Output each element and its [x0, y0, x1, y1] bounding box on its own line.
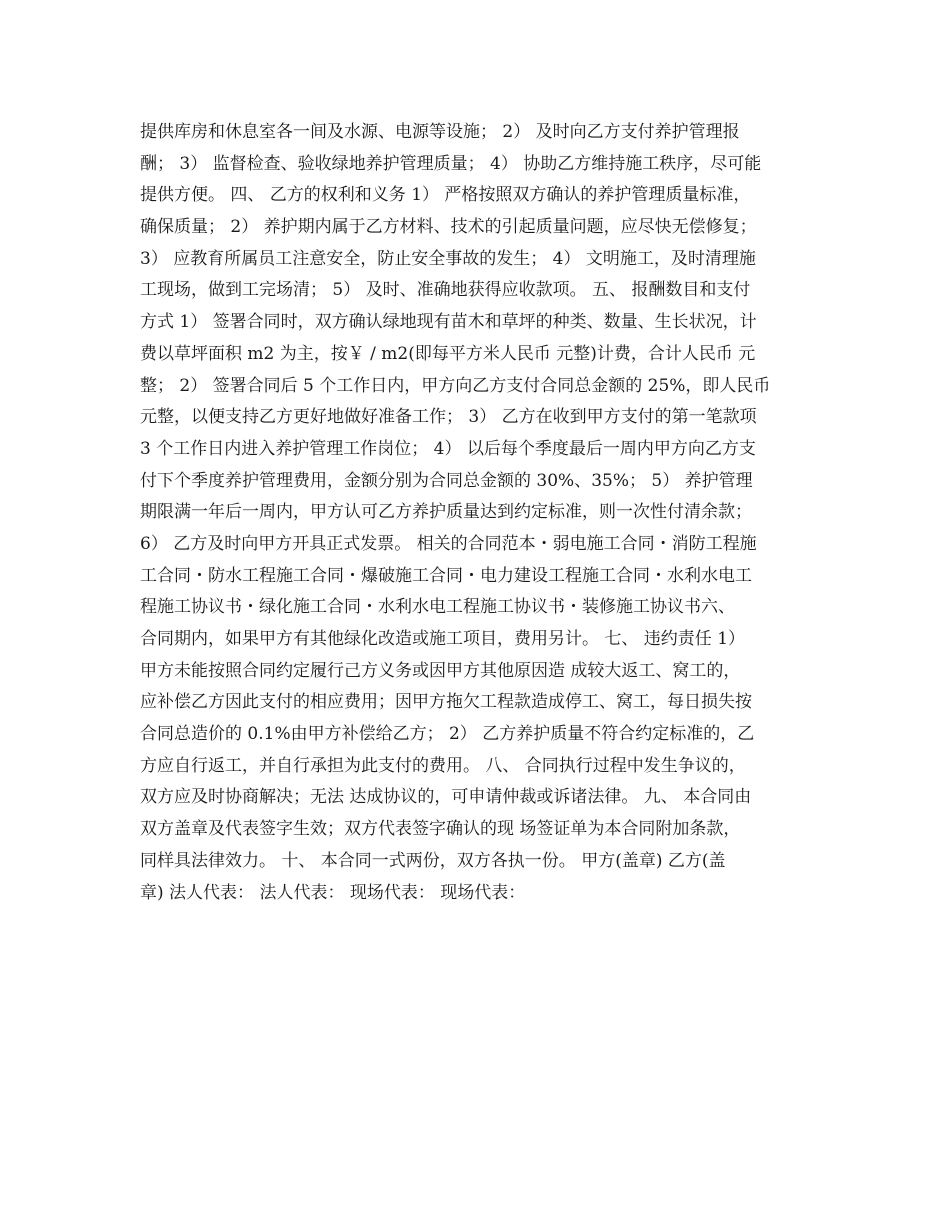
- text-line: 期限满一年后一周内，甲方认可乙方养护质量达到约定标准，则一次性付清余款；: [140, 502, 752, 523]
- text-line: 程施工协议书・绿化施工合同・水利水电工程施工协议书・装修施工协议书六、: [140, 597, 735, 618]
- text-line: 章) 法人代表： 法人代表： 现场代表： 现场代表：: [140, 882, 526, 903]
- text-line: 工合同・防水工程施工合同・爆破施工合同・电力建设工程施工合同・水利水电工: [140, 565, 752, 586]
- text-line: 甲方未能按照合同约定履行己方义务或因甲方其他原因造 成较大返工、窝工的，: [140, 660, 741, 681]
- text-line: 双方应及时协商解决；无法 达成协议的，可申请仲裁或诉诸法律。 九、 本合同由: [140, 787, 752, 808]
- text-line: 工现场，做到工完场清； 5） 及时、准确地获得应收款项。 五、 报酬数目和支付: [140, 280, 751, 301]
- text-line: 同样具法律效力。 十、 本合同一式两份，双方各执一份。 甲方(盖章) 乙方(盖: [140, 850, 726, 871]
- text-line: 确保质量； 2） 养护期内属于乙方材料、技术的引起质量问题，应尽快无偿修复；: [140, 217, 757, 238]
- text-line: 方式 1） 签署合同时，双方确认绿地现有苗木和草坪的种类、数量、生长状况，计: [140, 312, 757, 333]
- text-line: 3） 应教育所属员工注意安全，防止安全事故的发生； 4） 文明施工，及时清理施: [140, 248, 756, 269]
- text-line: 合同总造价的 0.1%由甲方补偿给乙方； 2） 乙方养护质量不符合约定标准的，乙: [140, 724, 755, 745]
- text-line: 整； 2） 签署合同后 5 个工作日内，甲方向乙方支付合同总金额的 25%，即人民币: [140, 375, 771, 396]
- text-line: 3 个工作日内进入养护管理工作岗位； 4） 以后每个季度最后一周内甲方向乙方支: [140, 438, 756, 459]
- text-line: 付下个季度养护管理费用，金额分别为合同总金额的 30%、35%； 5） 养护管理: [140, 470, 753, 491]
- text-line: 提供库房和休息室各一间及水源、电源等设施； 2） 及时向乙方支付养护管理报: [140, 122, 740, 142]
- text-line: 元整，以便支持乙方更好地做好准备工作； 3） 乙方在收到甲方支付的第一笔款项: [140, 407, 757, 428]
- text-line: 合同期内，如果甲方有其他绿化改造或施工项目，费用另计。 七、 违约责任 1）: [140, 629, 746, 649]
- text-line: 方应自行返工，并自行承担为此支付的费用。 八、 合同执行过程中发生争议的，: [140, 755, 746, 776]
- contract-body-text: [140, 117, 820, 909]
- text-line: 酬； 3） 监督检查、验收绿地养护管理质量； 4） 协助乙方维持施工秩序，尽可能: [140, 153, 762, 174]
- text-line: 应补偿乙方因此支付的相应费用；因甲方拖欠工程款造成停工、窝工，每日损失按: [140, 692, 752, 713]
- text-line: 6） 乙方及时向甲方开具正式发票。 相关的合同范本・弱电施工合同・消防工程施: [140, 533, 757, 554]
- text-line: 双方盖章及代表签字生效；双方代表签字确认的现 场签证单为本合同附加条款，: [140, 819, 741, 840]
- text-line: 费以草坪面积 m2 为主，按￥ / m2(即每平方米人民币 元整)计费，合计人民币 元: [140, 343, 756, 364]
- text-line: 提供方便。 四、 乙方的权利和义务 1） 严格按照双方确认的养护管理质量标准，: [140, 185, 751, 206]
